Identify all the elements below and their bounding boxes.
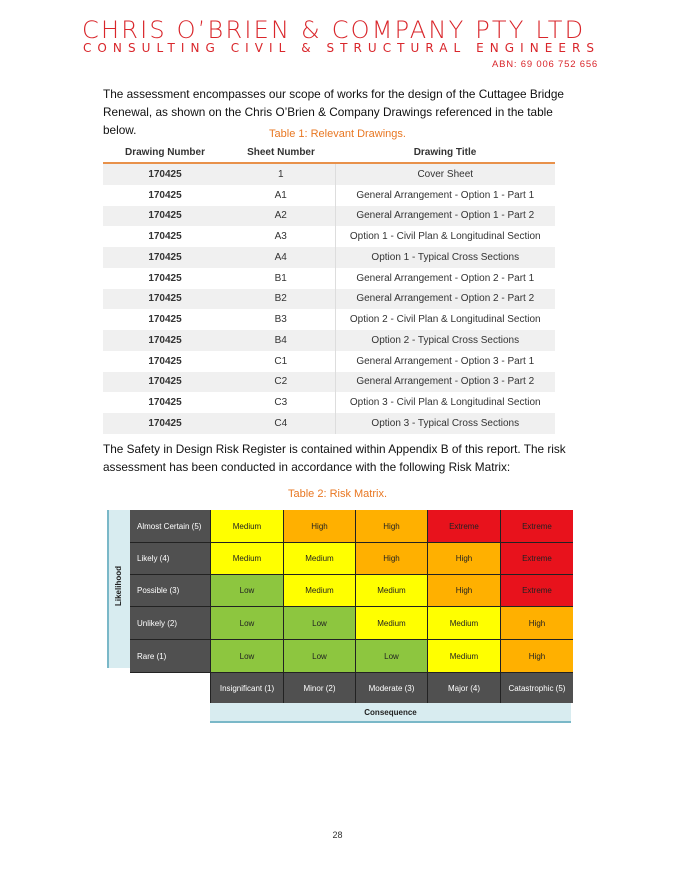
risk-cell: Medium — [356, 575, 427, 606]
drawing-title-cell: Option 1 - Typical Cross Sections — [335, 247, 555, 268]
table-row — [103, 163, 555, 185]
table-row — [103, 247, 555, 268]
consequence-column-label: Minor (2) — [284, 673, 355, 703]
header-sheet-number: Sheet Number — [227, 143, 335, 163]
sheet-number-cell: B2 — [227, 289, 335, 310]
table-row — [103, 351, 555, 372]
risk-cell: High — [428, 575, 500, 606]
drawing-number-cell: 170425 — [103, 247, 227, 268]
company-abn: ABN: 69 006 752 656 — [491, 59, 598, 70]
risk-cell: Low — [284, 640, 355, 672]
risk-cell: Medium — [211, 543, 283, 574]
risk-cell: Medium — [356, 607, 427, 639]
drawing-title-cell: Option 1 - Civil Plan & Longitudinal Section — [335, 226, 555, 247]
table-row — [103, 185, 555, 206]
likelihood-row-label: Likely (4) — [130, 543, 210, 574]
risk-cell: Medium — [284, 543, 355, 574]
risk-cell: Extreme — [501, 543, 573, 574]
consequence-column-label: Major (4) — [428, 673, 500, 703]
table-row — [103, 309, 555, 330]
risk-cell: Low — [356, 640, 427, 672]
header-drawing-title: Drawing Title — [335, 143, 555, 163]
sheet-number-cell: C4 — [227, 413, 335, 434]
sheet-number-cell: C3 — [227, 392, 335, 413]
drawing-title-cell: General Arrangement - Option 3 - Part 1 — [335, 351, 555, 372]
risk-cell: Low — [284, 607, 355, 639]
drawing-title-cell: General Arrangement - Option 2 - Part 1 — [335, 268, 555, 289]
drawing-title-cell: General Arrangement - Option 1 - Part 1 — [335, 185, 555, 206]
header-drawing-number: Drawing Number — [103, 143, 227, 163]
sheet-number-cell: A2 — [227, 206, 335, 227]
drawing-number-cell: 170425 — [103, 206, 227, 227]
risk-cell: Medium — [284, 575, 355, 606]
drawing-number-cell: 170425 — [103, 392, 227, 413]
sheet-number-cell: C1 — [227, 351, 335, 372]
sheet-number-cell: A4 — [227, 247, 335, 268]
drawing-number-cell: 170425 — [103, 163, 227, 185]
drawing-number-cell: 170425 — [103, 289, 227, 310]
risk-cell: Medium — [428, 640, 500, 672]
risk-cell: Extreme — [501, 510, 573, 542]
table-row — [103, 206, 555, 227]
risk-cell: High — [284, 510, 355, 542]
drawings-table-header — [103, 143, 555, 163]
sheet-number-cell: B4 — [227, 330, 335, 351]
risk-cell: High — [501, 607, 573, 639]
likelihood-label: Likelihood — [114, 566, 123, 606]
likelihood-row-label: Unlikely (2) — [130, 607, 210, 639]
table-row — [103, 372, 555, 393]
intro-paragraph: The assessment encompasses our scope of works for the design of the Cuttagee Bridge Renewal, as shown on the Chris O’Brien & Company Drawings referenced in the table below. — [103, 87, 564, 137]
page-number: 28 — [332, 830, 343, 840]
table-row — [103, 392, 555, 413]
drawing-title-cell: Option 2 - Civil Plan & Longitudinal Section — [335, 309, 555, 330]
table1-caption: Table 1: Relevant Drawings. — [269, 128, 406, 140]
table2-caption: Table 2: Risk Matrix. — [287, 488, 388, 500]
sheet-number-cell: B1 — [227, 268, 335, 289]
risk-cell: High — [428, 543, 500, 574]
drawing-number-cell: 170425 — [103, 413, 227, 434]
risk-cell: High — [356, 543, 427, 574]
risk-cell: Low — [211, 640, 283, 672]
risk-matrix-grid — [130, 510, 573, 703]
risk-paragraph: The Safety in Design Risk Register is contained within Appendix B of this report. The risk assessment has been conducted in accordance with the following Risk Matrix: — [103, 442, 566, 474]
drawing-number-cell: 170425 — [103, 309, 227, 330]
table-row — [103, 268, 555, 289]
risk-cell: High — [356, 510, 427, 542]
consequence-label: Consequence — [210, 703, 571, 723]
likelihood-row-label: Rare (1) — [130, 640, 210, 672]
risk-cell: Low — [211, 575, 283, 606]
drawing-title-cell: Option 3 - Typical Cross Sections — [335, 413, 555, 434]
consequence-column-label: Insignificant (1) — [211, 673, 283, 703]
drawing-title-cell: General Arrangement - Option 1 - Part 2 — [335, 206, 555, 227]
drawing-number-cell: 170425 — [103, 330, 227, 351]
company-subtitle: CONSULTING CIVIL & STRUCTURAL ENGINEERS — [83, 41, 601, 55]
table-row — [103, 289, 555, 310]
likelihood-row-label: Possible (3) — [130, 575, 210, 606]
sheet-number-cell: 1 — [227, 163, 335, 185]
drawings-table — [103, 143, 555, 434]
likelihood-axis — [107, 510, 132, 668]
drawing-title-cell: Option 3 - Civil Plan & Longitudinal Section — [335, 392, 555, 413]
company-name: CHRIS O’BRIEN & COMPANY PTY LTD — [82, 16, 586, 44]
risk-cell: Medium — [428, 607, 500, 639]
drawing-number-cell: 170425 — [103, 226, 227, 247]
table-row — [103, 413, 555, 434]
drawing-number-cell: 170425 — [103, 351, 227, 372]
risk-cell: Extreme — [428, 510, 500, 542]
matrix-corner-blank — [130, 673, 210, 703]
drawing-title-cell: Cover Sheet — [335, 163, 555, 185]
risk-cell: Extreme — [501, 575, 573, 606]
drawing-number-cell: 170425 — [103, 372, 227, 393]
drawing-title-cell: Option 2 - Typical Cross Sections — [335, 330, 555, 351]
sheet-number-cell: A1 — [227, 185, 335, 206]
risk-cell: Medium — [211, 510, 283, 542]
risk-cell: High — [501, 640, 573, 672]
drawing-title-cell: General Arrangement - Option 3 - Part 2 — [335, 372, 555, 393]
table-row — [103, 330, 555, 351]
consequence-column-label: Catastrophic (5) — [501, 673, 573, 703]
sheet-number-cell: B3 — [227, 309, 335, 330]
consequence-column-label: Moderate (3) — [356, 673, 427, 703]
drawing-number-cell: 170425 — [103, 185, 227, 206]
likelihood-row-label: Almost Certain (5) — [130, 510, 210, 542]
table-row — [103, 226, 555, 247]
drawing-number-cell: 170425 — [103, 268, 227, 289]
risk-cell: Low — [211, 607, 283, 639]
sheet-number-cell: A3 — [227, 226, 335, 247]
drawing-title-cell: General Arrangement - Option 2 - Part 2 — [335, 289, 555, 310]
sheet-number-cell: C2 — [227, 372, 335, 393]
